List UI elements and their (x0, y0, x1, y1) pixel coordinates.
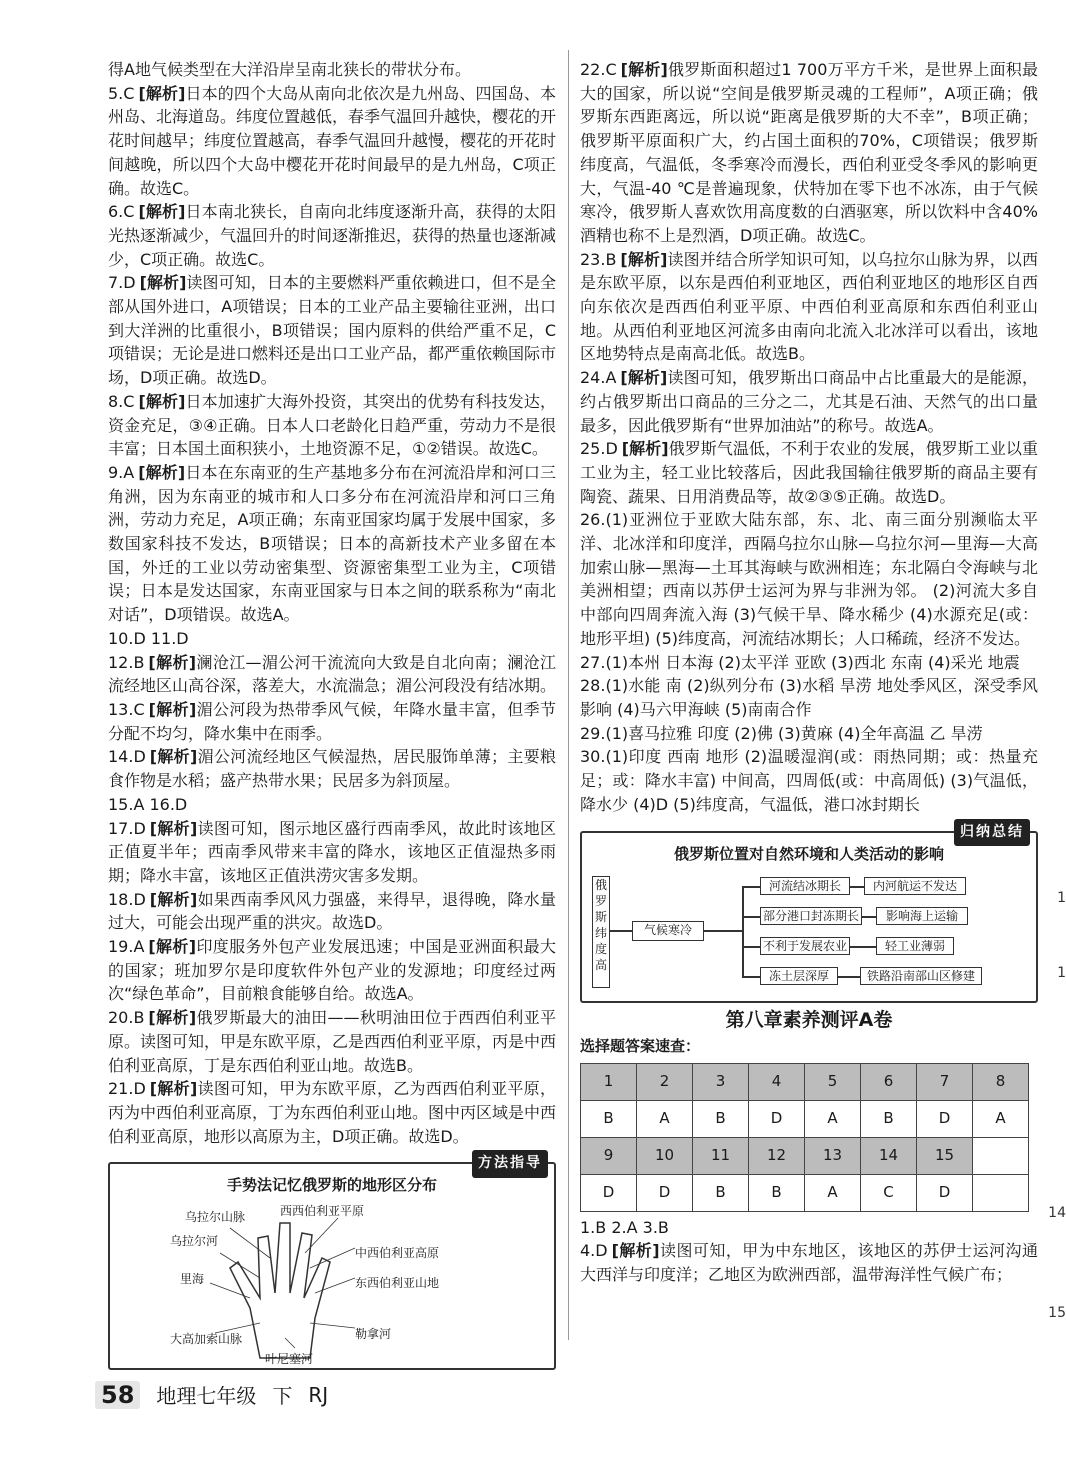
answer-item: 6.C [解析]日本南北狭长，自南向北纬度逐渐升高，获得的太阳光热逐渐减少，气温回升的时间逐渐推迟，获得的热量也逐渐减少，C项正确。故选C。 (108, 202, 557, 269)
flow-cause-1: 河流结冰期长 (760, 877, 850, 895)
answer-item: 17.D [解析]读图可知，图示地区盛行西南季风，故此时该地区正值夏半年；西南季风带来丰富的降水，该地区正值湿热多雨期；降水丰富，该地区正值洪涝灾害多发期。 (108, 818, 556, 885)
answer-table (580, 1063, 1029, 1212)
table-row: D D B B A C D (581, 1174, 1029, 1211)
flow-line (742, 976, 760, 978)
section-title: 第八章素养测评A卷 (725, 1009, 893, 1032)
label-greater-caucasus: 大高加索山脉 (170, 1332, 243, 1347)
answer-item: 23.B [解析]读图并结合所学知识可知，以乌拉尔山脉为界，以西是东欧平原，以东是西伯利亚地区，西伯利亚地区的地形区自西向东依次是西西伯利亚平原、中西伯利亚高原和东西伯利亚山地。从西伯利亚地区河流多由南向北流入北冰洋可以看出，该地区地势特点是南高北低。故选B。 (580, 249, 1038, 364)
label-west-siberian-plain: 西西伯利亚平原 (280, 1204, 365, 1219)
flow-line (742, 946, 760, 948)
answer-item: 28.(1)水能 南 (2)纵列分布 (3)水稻 旱涝 地处季风区，深受季风影响 (4)马六甲海峡 (5)南南合作 (580, 676, 1038, 719)
flow-line (850, 946, 876, 948)
answer-item: 4.D [解析]读图可知，甲为中东地区，该地区的苏伊士运河沟通大西洋与印度洋；乙地区为欧洲西部，温带海洋性气候广布； (580, 1241, 1038, 1285)
answer-item: 20.B [解析]俄罗斯最大的油田——秋明油田位于西西伯利亚平原。读图可知，甲是东欧平原，乙是西西伯利亚平原，丙是中西伯利亚高原，丁是东西伯利亚山地。故选B。 (108, 1008, 557, 1075)
answer-item: 26.(1)亚洲位于亚欧大陆东部，东、北、南三面分别濒临太平洋、北冰洋和印度洋，西隔乌拉尔山脉—乌拉尔河—里海—大高加索山脉—黑海—土耳其海峡与欧洲相连；东北隔白令海峡与北美洲相望；西南以苏伊士运河为界与非洲为邻。 (2)河流大多自中部向四周奔流入海 (3)气候干旱、降水稀少 (4)水源充足(或：地形平坦) (5)纬度高，河流结冰期长；人口稀疏，经济不发达。 (580, 510, 1038, 648)
label-yenisei-river: 叶尼塞河 (265, 1352, 314, 1367)
hand-diagram (110, 1198, 554, 1368)
label-central-siberian-plateau: 中西伯利亚高原 (355, 1246, 440, 1261)
edge-number: 1 (1057, 965, 1066, 981)
table-row: 1 2 3 4 5 6 7 8 (581, 1063, 1029, 1100)
answer-item: 21.D [解析]读图可知，甲为东欧平原，乙为西西伯利亚平原，丙为中西伯利亚高原，丁为东西伯利亚山地。图中丙区域是中西伯利亚高原，地形以高原为主，D项正确。故选D。 (108, 1079, 557, 1146)
answer-item: 10.D 11.D (108, 628, 189, 648)
flow-start: 俄罗斯纬度高 (592, 876, 610, 988)
answer-item: 30.(1)印度 西南 地形 (2)温暖湿润(或：雨热同期；或：热量充足；或：降水丰富) 中间高，四周低(或：中高周低) (3)气温低，降水少 (4)D (5)纬度高，气温低，港口冰封期长 (580, 747, 1038, 814)
method-guide-box (108, 1155, 556, 1370)
label-caspian-sea: 里海 (180, 1272, 205, 1287)
footer-edition: RJ (308, 1382, 329, 1407)
summary-flowchart (582, 866, 1036, 1001)
quick-answer-label: 选择题答案速查： (580, 1036, 701, 1055)
answer-item: 29.(1)喜马拉雅 印度 (2)佛 (3)黄麻 (4)全年高温 乙 旱涝 (580, 723, 983, 743)
column-divider (568, 50, 569, 1340)
flow-line (742, 886, 744, 976)
summary-badge: 归纳总结 (954, 819, 1030, 847)
flow-line (850, 886, 864, 888)
answer-item: 12.B [解析]澜沧江—湄公河干流流向大致是自北向南；澜沧江流经地区山高谷深，落差大，水流湍急；湄公河段没有结冰期。 (108, 652, 557, 696)
flow-line (742, 916, 760, 918)
label-east-siberian-mountains: 东西伯利亚山地 (355, 1276, 440, 1291)
flow-line (703, 930, 743, 932)
flow-effect-1: 内河航运不发达 (864, 877, 966, 895)
label-ural-mountains: 乌拉尔山脉 (185, 1210, 246, 1225)
label-ural-river: 乌拉尔河 (170, 1234, 219, 1249)
edge-number: 14 (1048, 1205, 1066, 1221)
table-row: B A B D A B D A (581, 1100, 1029, 1137)
answer-item: 19.A [解析]印度服务外包产业发展迅速；中国是亚洲面积最大的国家；班加罗尔是印度软件外包产业的发源地；印度经过两次“绿色革命”，目前粮食能够自给。故选A。 (108, 937, 556, 1004)
answer-item: 13.C [解析]湄公河段为热带季风气候，年降水量丰富，但季节分配不均匀，降水集中在雨季。 (108, 699, 556, 743)
answer-item: 9.A [解析]日本在东南亚的生产基地多分布在河流沿岸和河口三角洲，因为东南亚的城市和人口多分布在河流沿岸和河口三角洲，劳动力充足，A项正确；东南亚国家均属于发展中国家，多数国家科技不发达，B项错误；日本的高新技术产业多留在本国，外迁的工业以劳动密集型、资源密集型工业为主，C项错误；日本是发达国家，东南亚国家与日本之间的联系称为“南北对话”，D项错误。故选A。 (108, 462, 556, 625)
flow-line (610, 930, 632, 932)
label-lena-river: 勒拿河 (355, 1327, 392, 1342)
answer-item: 得A地气候类型在大洋沿岸呈南北狭长的带状分布。 (108, 60, 471, 79)
flow-effect-2: 影响海上运输 (876, 907, 968, 925)
edge-number: 1 (1057, 890, 1066, 906)
summary-title: 俄罗斯位置对自然环境和人类活动的影响 (673, 844, 944, 863)
flow-cause-3: 不利于发展农业 (760, 937, 850, 955)
flow-line (742, 886, 760, 888)
flow-cause-4: 冻土层深厚 (760, 967, 838, 985)
footer-volume: 下 (272, 1384, 293, 1408)
answer-item: 24.A [解析]读图可知，俄罗斯出口商品中占比重最大的是能源，约占俄罗斯出口商品的三分之二，尤其是石油、天然气的出口量最多，因此俄罗斯有“世界加油站”的称号。故选A。 (580, 368, 1038, 435)
flow-effect-3: 轻工业薄弱 (876, 937, 954, 955)
answer-item: 1.B 2.A 3.B (580, 1217, 669, 1237)
table-row: 9 10 11 12 13 14 15 (581, 1137, 1029, 1174)
flow-middle: 气候寒冷 (632, 921, 704, 941)
left-column (108, 58, 556, 1370)
flow-cause-2: 部分港口封冻期长 (760, 907, 862, 925)
page-number: 58 (95, 1381, 140, 1409)
summary-box (580, 823, 1038, 1004)
answer-item: 27.(1)本州 日本海 (2)太平洋 亚欧 (3)西北 东南 (4)采光 地震 (580, 652, 1020, 672)
method-guide-title: 手势法记忆俄罗斯的地形区分布 (226, 1176, 437, 1195)
flow-effect-4: 铁路沿南部山区修建 (860, 967, 982, 985)
answer-item: 7.D [解析]读图可知，日本的主要燃料严重依赖进口，但不是全部从国外进口，A项错误；日本的工业产品主要输往亚洲，出口到大洋洲的比重很小，B项错误；国内原料的供给严重不足，C项错误；无论是进口燃料还是出口工业产品，都严重依赖国际市场，D项正确。故选D。 (108, 273, 557, 388)
footer-subject: 地理七年级 (156, 1384, 257, 1408)
method-guide-badge: 方法指导 (472, 1150, 548, 1178)
flow-line (838, 976, 860, 978)
flow-line (862, 916, 876, 918)
answer-item: 22.C [解析]俄罗斯面积超过1 700万平方千米，是世界上面积最大的国家，所以说“空间是俄罗斯灵魂的工程师”，A项正确；俄罗斯东西距离远，所以说“距离是俄罗斯的大不幸”，B项正确；俄罗斯平原面积广大，约占国土面积的70%，C项错误；俄罗斯纬度高，气温低，冬季寒冷而漫长，西伯利亚受冬季风的影响更大，气温-40 ℃是普遍现象，伏特加在零下也不冰冻，由于气候寒冷，俄罗斯人喜欢饮用高度数的白酒驱寒，所以饮料中含40%酒精也称不上是烈酒，D项正确。故选C。 (580, 60, 1038, 245)
right-column (580, 58, 1038, 1287)
answer-item: 14.D [解析]湄公河流经地区气候湿热，居民服饰单薄；主要粮食作物是水稻；盛产热带水果；民居多为斜顶屋。 (108, 747, 556, 791)
page-footer (95, 1380, 328, 1409)
answer-item: 8.C [解析]日本加速扩大海外投资，其突出的优势有科技发达，资金充足，③④正确。日本人口老龄化日趋严重，劳动力不是很丰富；日本国土面积狭小，土地资源不足，①②错误。故选C。 (108, 391, 556, 459)
edge-number: 15 (1048, 1305, 1066, 1321)
answer-item: 5.C [解析]日本的四个大岛从南向北依次是九州岛、四国岛、本州岛、北海道岛。纬度位置越低，春季气温回升越快，樱花的开花时间越早；纬度位置越高，春季气温回升越慢，樱花的开花时间越晚，所以四个大岛中樱花开花时间最早的是九州岛，C项正确。故选C。 (108, 83, 557, 198)
answer-item: 25.D [解析]俄罗斯气温低，不利于农业的发展，俄罗斯工业以重工业为主，轻工业比较落后，因此我国输往俄罗斯的商品主要有陶瓷、蔬果、日用消费品等，故②③⑤正确。故选D。 (580, 439, 1038, 506)
answer-item: 18.D [解析]如果西南季风风力强盛，来得早，退得晚，降水量过大，可能会出现严重的洪灾。故选D。 (108, 889, 556, 933)
answer-item: 15.A 16.D (108, 794, 188, 814)
